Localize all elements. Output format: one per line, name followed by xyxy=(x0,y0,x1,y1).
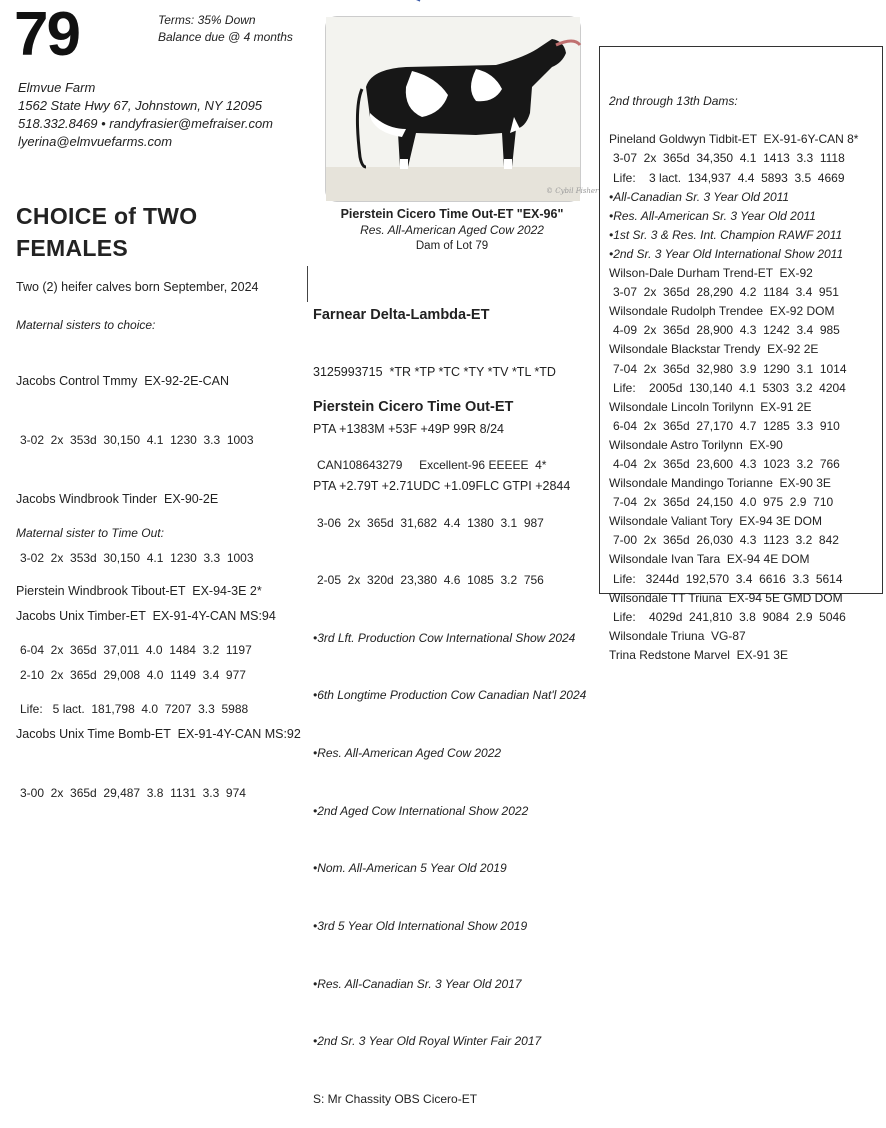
dam-honor: •2nd Sr. 3 Year Old Royal Winter Fair 2017 xyxy=(313,1034,542,1049)
dam-ancestor-name: Wilsondale TT Triuna EX-94 5E GMD DOM xyxy=(609,590,843,605)
dam-name: Pierstein Cicero Time Out-ET xyxy=(313,399,514,416)
photo-caption xyxy=(325,206,579,254)
dam-ancestor-honor: •1st Sr. 3 & Res. Int. Champion RAWF 2011 xyxy=(609,227,843,242)
dam-ancestor-name: Wilsondale Blackstar Trendy EX-92 2E xyxy=(609,342,819,357)
cow-photo xyxy=(325,16,599,202)
divider xyxy=(307,266,308,302)
dam-honor: •2nd Aged Cow International Show 2022 xyxy=(313,803,529,818)
dam-ancestor-honor: •All-Canadian Sr. 3 Year Old 2011 xyxy=(609,189,790,204)
header-script-fragment xyxy=(310,0,570,3)
dam-ancestor-record: Life: 3 lact. 134,937 4.4 5893 3.5 4669 xyxy=(613,170,845,185)
dam-ancestor-name: Wilsondale Ivan Tara EX-94 4E DOM xyxy=(609,552,810,567)
sire-pta-line: PTA +1383M +53F +49P 99R 8/24 xyxy=(313,422,504,436)
maternal-choice-heading: Maternal sisters to choice: xyxy=(16,318,156,332)
sire-pta-line: PTA +2.79T +2.71UDC +1.09FLC GTPI +2844 xyxy=(313,479,571,493)
sire-name: Farnear Delta-Lambda-ET xyxy=(313,307,490,323)
sister-record: 3-02 2x 353d 30,150 4.1 1230 3.3 1003 xyxy=(20,432,254,447)
dam-honor: •Res. All-American Aged Cow 2022 xyxy=(313,746,502,761)
caption-name: Pierstein Cicero Time Out-ET "EX-96" xyxy=(340,207,564,221)
sister-lifetime: Life: 5 lact. 181,798 4.0 7207 3.3 5988 xyxy=(20,701,249,716)
terms xyxy=(158,12,293,46)
dams-pedigree xyxy=(609,54,858,665)
sister-record: 2-10 2x 365d 29,008 4.0 1149 3.4 977 xyxy=(20,668,246,683)
sister-record: 6-04 2x 365d 37,011 4.0 1484 3.2 1197 xyxy=(20,642,252,657)
dam-ancestor-name: Wilsondale Mandingo Torianne EX-90 3E xyxy=(609,476,831,491)
dam-ancestor-name: Wilsondale Valiant Tory EX-94 3E DOM xyxy=(609,514,822,529)
dam-ancestor-honor: •2nd Sr. 3 Year Old International Show 2011 xyxy=(609,246,844,261)
dam-honor: •3rd 5 Year Old International Show 2019 xyxy=(313,918,528,933)
dam-ancestor-record: 4-04 2x 365d 23,600 4.3 1023 3.2 766 xyxy=(613,456,840,471)
dam-ancestor-record: Life: 3244d 192,570 3.4 6616 3.3 5614 xyxy=(613,571,843,586)
offer-subtitle: Two (2) heifer calves born September, 2024 xyxy=(16,280,259,294)
dam-ancestor-name: Wilsondale Rudolph Trendee EX-92 DOM xyxy=(609,304,835,319)
dam-ancestor-honor: •Res. All-American Sr. 3 Year Old 2011 xyxy=(609,208,816,223)
cow-illustration xyxy=(326,17,599,201)
dam-ancestor-name: Wilsondale Astro Torilynn EX-90 xyxy=(609,437,783,452)
dam-honor: •Res. All-Canadian Sr. 3 Year Old 2017 xyxy=(313,976,522,991)
dam-ancestor-record: 3-07 2x 365d 34,350 4.1 1413 3.3 1118 xyxy=(613,151,845,166)
dam-ancestor-record: 7-00 2x 365d 26,030 4.3 1123 3.2 842 xyxy=(613,533,839,548)
sister-name: Jacobs Control Tmmy EX-92-2E-CAN xyxy=(16,374,230,389)
dam-record: 2-05 2x 320d 23,380 4.6 1085 3.2 756 xyxy=(317,573,544,588)
maternal-timeout-heading: Maternal sister to Time Out: xyxy=(16,526,164,540)
offer-title-line2: FEMALES xyxy=(16,235,128,261)
dam-ancestor-record: Life: 4029d 241,810 3.8 9084 2.9 5046 xyxy=(613,609,846,624)
dam-ancestor-name: Wilson-Dale Durham Trend-ET EX-92 xyxy=(609,266,813,281)
consignor-contact xyxy=(18,79,273,151)
dam-ancestor-record: 3-07 2x 365d 28,290 4.2 1184 3.4 951 xyxy=(613,285,839,300)
farm-name: Elmvue Farm xyxy=(18,80,96,95)
dam-ancestor-record: 4-09 2x 365d 28,900 4.3 1242 3.4 985 xyxy=(613,323,840,338)
terms-down: Terms: 35% Down xyxy=(158,13,256,27)
dam-block xyxy=(313,360,586,1128)
dam-ancestor-record: 7-04 2x 365d 32,980 3.9 1290 3.1 1014 xyxy=(613,361,847,376)
terms-balance: Balance due @ 4 months xyxy=(158,30,293,44)
dam-honor: •3rd Lft. Production Cow International Show 2024 xyxy=(313,630,576,645)
dam-ancestor-name: Trina Redstone Marvel EX-91 3E xyxy=(609,647,788,662)
dam-ancestor-name: Wilsondale Triuna VG-87 xyxy=(609,628,746,643)
dam-registration: CAN108643279 Excellent-96 EEEEE 4* xyxy=(317,458,547,473)
sister-record: 3-00 2x 365d 29,487 3.8 1131 3.3 974 xyxy=(20,785,246,800)
dam-ancestor-name: Pineland Goldwyn Tidbit-ET EX-91-6Y-CAN 8* xyxy=(609,132,859,147)
sister-name: Jacobs Unix Time Bomb-ET EX-91-4Y-CAN MS:92 xyxy=(16,726,301,741)
dam-ancestor-name: Wilsondale Lincoln Torilynn EX-91 2E xyxy=(609,399,812,414)
dams-heading: 2nd through 13th Dams: xyxy=(609,94,738,109)
lot-number: 79 xyxy=(14,0,79,69)
offer-title-line1: CHOICE of TWO xyxy=(16,203,198,229)
maternal-timeout-list xyxy=(16,543,262,739)
dam-ancestor-record: Life: 2005d 130,140 4.1 5303 3.2 4204 xyxy=(613,380,846,395)
farm-address: 1562 State Hwy 67, Johnstown, NY 12095 xyxy=(18,98,263,113)
dam-ancestor-record: 6-04 2x 365d 27,170 4.7 1285 3.3 910 xyxy=(613,418,840,433)
dam-honor: •6th Longtime Production Cow Canadian Nat'l 2024 xyxy=(313,688,587,703)
caption-award: Res. All-American Aged Cow 2022 xyxy=(360,223,544,237)
sire-line: 3125993715 *TR *TP *TC *TY *TV *TL *TD xyxy=(313,365,556,379)
dam-ancestor-record: 7-04 2x 365d 24,150 4.0 975 2.9 710 xyxy=(613,495,834,510)
dam-honor: •Nom. All-American 5 Year Old 2019 xyxy=(313,861,507,876)
sister-name: Pierstein Windbrook Tibout-ET EX-94-3E 2* xyxy=(16,584,262,599)
dam-record: 3-06 2x 365d 31,682 4.4 1380 3.1 987 xyxy=(317,515,544,530)
sister-name: Jacobs Windbrook Tinder EX-90-2E xyxy=(16,491,219,506)
sister-name: Jacobs Unix Timber-ET EX-91-4Y-CAN MS:94 xyxy=(16,609,276,624)
caption-dam: Dam of Lot 79 xyxy=(415,240,489,252)
farm-phone-email: 518.332.8469 • randyfrasier@mefraiser.com xyxy=(18,116,273,131)
offer-title xyxy=(16,200,198,264)
photo-watermark: © Cybil Fisher xyxy=(546,187,599,195)
farm-email: lyerina@elmvuefarms.com xyxy=(18,134,173,149)
sister-record: 3-02 2x 353d 30,150 4.1 1230 3.3 1003 xyxy=(20,550,254,565)
dam-sire-line: S: Mr Chassity OBS Cicero-ET xyxy=(313,1091,478,1106)
